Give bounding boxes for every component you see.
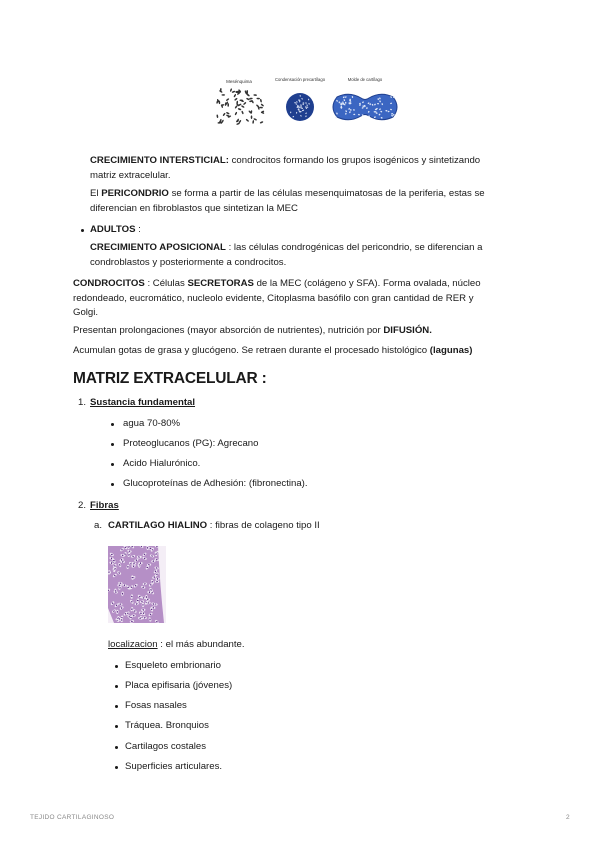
mesenchyme-cell (233, 94, 236, 98)
list1-number: 1. (78, 397, 87, 408)
mesenchyme-cell (249, 98, 253, 100)
adultos-bullet (81, 229, 84, 232)
list2-number: 2. (78, 500, 87, 511)
mesenchyme-cell (232, 90, 236, 93)
prolongaciones-paragraph (73, 324, 533, 339)
mesenchyme-cell (252, 120, 254, 124)
condrocitos-line2: redondeado, eucromático, nucleolo evidente, Citoplasma basófilo con gran cantidad de RER y (73, 292, 474, 304)
difusion-bold: DIFUSIÓN. (383, 325, 432, 336)
condrocitos-line3: Golgi. (73, 307, 99, 318)
figure-drawing (215, 74, 405, 128)
lacuna-nucleus (149, 619, 150, 621)
prolongaciones-text: Presentan prolongaciones (mayor absorción de nutrientes), nutrición por (73, 325, 384, 336)
footer-doc-title: TEJIDO CARTILAGINOSO (30, 814, 115, 821)
mesenchyme-cell (256, 98, 260, 100)
location-bullet (115, 725, 118, 728)
mesenchyme-cell (234, 97, 238, 101)
cartilago-hialino-item (108, 519, 320, 534)
mesenchyme-cell (253, 118, 257, 121)
gotas-text: Acumulan gotas de grasa y glucógeno. Se retraen durante el procesado histológico (73, 345, 430, 356)
sustancia-fundamental-title (90, 396, 195, 411)
crecimiento-aposicional-paragraph (90, 241, 530, 270)
fibras-title (90, 499, 119, 514)
list1-bullet (111, 443, 114, 446)
mesenchyme-cells (216, 88, 264, 125)
crecimiento-aposicional-line2: condroblastos y posteriormente a condrocitos. (90, 256, 287, 268)
pericondrio-pre: El (90, 188, 102, 199)
mesenchyme-cell (221, 94, 225, 96)
cartilago-hialino-bold: CARTILAGO HIALINO (108, 520, 208, 531)
mesenchyme-cell (245, 119, 249, 123)
location-item: Placa epifisaria (jóvenes) (125, 680, 233, 691)
lacuna-nucleus (127, 566, 129, 567)
mesenchyme-cell (238, 108, 242, 111)
mesenchyme-cell (241, 111, 244, 115)
location-item: Tráquea. Bronquios (125, 720, 209, 731)
crecimiento-intersticial-line2: matriz extracelular. (90, 169, 171, 181)
location-bullet (115, 685, 118, 688)
location-item: Fosas nasales (125, 700, 187, 711)
mesenchyme-cell (260, 99, 262, 103)
crecimiento-intersticial-paragraph (90, 154, 530, 183)
mesenchyme-cell (241, 105, 245, 108)
sub-list-letter: a. (94, 520, 103, 531)
sustancia-fundamental-label: Sustancia fundamental (90, 397, 196, 408)
location-bullet (115, 705, 118, 708)
cartilage-development-figure (215, 74, 405, 128)
matriz-extracelular-heading: MATRIZ EXTRACELULAR : (73, 370, 267, 387)
mesenchyme-cell (251, 115, 253, 119)
adultos-item (90, 223, 141, 238)
mesenchyme-cell (234, 112, 237, 116)
condrocitos-bold: CONDROCITOS (73, 278, 145, 289)
mesenchyme-cell (230, 88, 233, 92)
location-item: Esqueleto embrionario (125, 660, 221, 671)
list1-bullet (111, 423, 114, 426)
localizacion-line (108, 638, 245, 653)
list1-item: Acido Hialurónico. (123, 458, 201, 469)
condrocitos-paragraph (73, 277, 533, 321)
mesenchyme-cell (227, 103, 229, 107)
page-number: 2 (566, 814, 570, 821)
mesenchyme-cell (260, 121, 264, 124)
cartilago-hialino-text: : fibras de colageno tipo II (207, 520, 320, 531)
list1-bullet (111, 483, 114, 486)
adultos-rest: : (135, 224, 141, 235)
location-bullet (115, 766, 118, 769)
localizacion-text: : el más abundante. (157, 639, 245, 650)
mesenchyme-cell (216, 114, 218, 118)
crecimiento-aposicional-text: : las células condrogénicas del pericondrio, se diferencian a (225, 242, 483, 253)
list1-bullet (111, 463, 114, 466)
crecimiento-intersticial-text: condrocitos formando los grupos isogénicos y sintetizando (228, 155, 481, 166)
pericondrio-line2: diferencian en fibroblastos que sintetizan la MEC (90, 202, 298, 214)
mesenchyme-cell (222, 113, 225, 117)
crecimiento-intersticial-bold: CRECIMIENTO INTERSTICIAL: (90, 155, 229, 166)
secretoras-bold: SECRETORAS (187, 278, 254, 289)
hyaline-cartilage-micrograph (108, 546, 166, 623)
fibras-label: Fibras (90, 500, 119, 511)
figure-label-condensation: Condensación precartílago (274, 77, 326, 82)
list1-item: Proteoglucanos (PG): Agrecano (123, 438, 259, 449)
micrograph-drawing (108, 546, 166, 623)
mesenchyme-cell (226, 112, 230, 115)
mesenchyme-cell (253, 94, 257, 96)
mesenchyme-cell (243, 102, 247, 106)
figure-label-mesenchyme: Mesénquima (226, 79, 252, 84)
pericondrio-paragraph (90, 187, 530, 216)
location-bullet (115, 665, 118, 668)
location-item: Cartilagos costales (125, 741, 207, 752)
figure-label-mold: Molde de cartílago (347, 77, 383, 82)
location-bullet (115, 746, 118, 749)
mesenchyme-cell (246, 98, 250, 101)
list1-item: Glucoproteínas de Adhesión: (fibronectina). (123, 478, 308, 489)
mesenchyme-cell (260, 103, 264, 107)
localizacion-label: localizacion (108, 639, 158, 650)
condrocitos-text: de la MEC (colágeno y SFA). Forma ovalada, núcleo (253, 278, 481, 289)
gotas-paragraph (73, 344, 533, 359)
adultos-bold: ADULTOS (90, 224, 136, 235)
condrocitos-mid: : Células (144, 278, 188, 289)
pericondrio-bold: PERICONDRIO (101, 188, 169, 199)
location-item: Superficies articulares. (125, 761, 223, 772)
lagunas-bold: (lagunas) (429, 345, 473, 356)
mesenchyme-cell (226, 98, 230, 101)
mesenchyme-cell (259, 107, 263, 109)
pericondrio-text: se forma a partir de las células mesenquimatosas de la periferia, estas se (168, 188, 485, 199)
mesenchyme-cell (234, 105, 237, 109)
crecimiento-aposicional-bold: CRECIMIENTO APOSICIONAL (90, 242, 226, 253)
list1-item: agua 70-80% (123, 418, 181, 429)
